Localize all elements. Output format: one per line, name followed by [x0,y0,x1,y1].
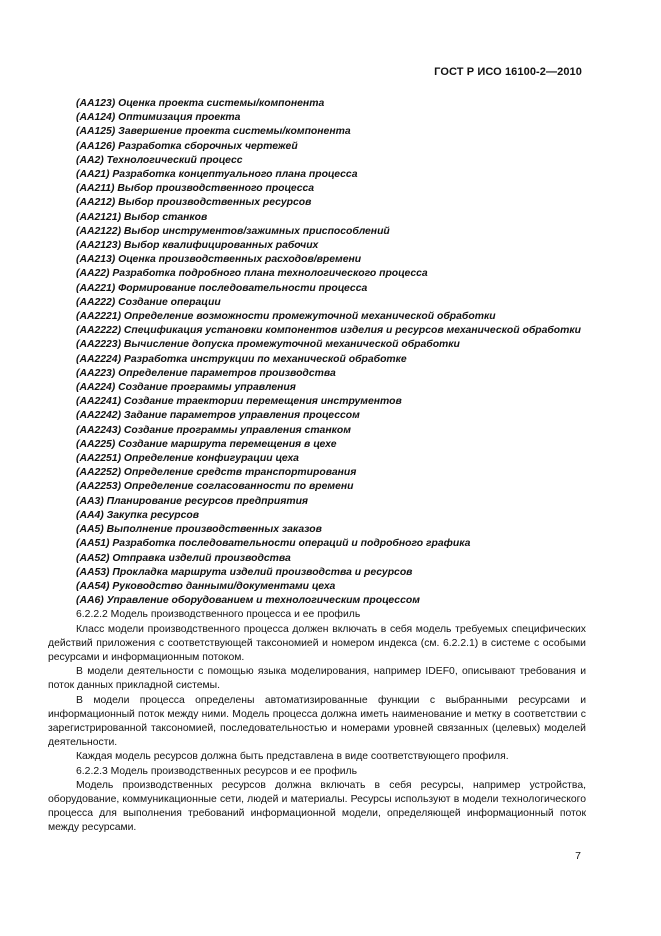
list-item: (АА22) Разработка подробного плана технологического процесса [76,268,428,280]
list-item: (АА2222) Спецификация установки компонентов изделия и ресурсов механической обработки [76,325,582,337]
list-item: (АА2224) Разработка инструкции по механической обработке [76,353,407,365]
list-item: (АА2253) Определение согласованности по времени [76,481,354,493]
list-item: (АА213) Оценка производственных расходов/времени [76,254,362,266]
paragraph: Модель производственных ресурсов должна включать в себя ресурсы, например устройства, оборудование, коммуникационные сети, людей и материалы. Ресурсы используют в модели технологического процесса для выполнения требований информационной модели, определяющей информационный поток между ресурсами. [48,779,586,834]
list-item: (АА2242) Задание параметров управления процессом [76,410,360,422]
list-item: (АА2223) Вычисление допуска промежуточной механической обработки [76,339,460,351]
list-item: (АА225) Создание маршрута перемещения в цехе [76,438,337,450]
list-item: (АА2123) Выбор квалифицированных рабочих [76,240,319,252]
list-item: (АА3) Планирование ресурсов предприятия [76,495,309,507]
page-content [48,97,586,836]
list-item: (АА123) Оценка проекта системы/компонента [76,98,325,109]
list-item: (АА221) Формирование последовательности процесса [76,282,368,294]
list-item: (АА2243) Создание программы управления станком [76,424,351,436]
list-item: (АА211) Выбор производственного процесса [76,183,315,195]
list-item: (АА2122) Выбор инструментов/зажимных приспособлений [76,225,390,237]
document-header: ГОСТ Р ИСО 16100-2—2010 [434,66,582,78]
list-item: (АА2) Технологический процесс [76,154,243,166]
list-item: (АА2252) Определение средств транспортирования [76,467,357,479]
activity-list [48,97,586,608]
list-item: (АА126) Разработка сборочных чертежей [76,140,298,152]
list-item: (АА125) Завершение проекта системы/компонента [76,126,351,138]
section-heading-6-2-2-2: 6.2.2.2 Модель производственного процесса и ее профиль [76,609,361,621]
list-item: (АА124) Оптимизация проекта [76,112,241,124]
list-item: (АА51) Разработка последовательности операций и подробного графика [76,538,471,550]
list-item: (АА53) Прокладка маршрута изделий производства и ресурсов [76,566,413,578]
paragraph: В модели процесса определены автоматизированные функции с выбранными ресурсами и информационный поток между ними. Модель процесса должна иметь наименование и метку в соответствии с зарегистрированной таксономией, последовательностью и номерами уровней связанных (целевых) моделей деятельности. [48,694,586,749]
list-item: (АА2251) Определение конфигурации цеха [76,453,299,465]
list-item: (АА2221) Определение возможности промежуточной механической обработки [76,311,496,323]
paragraph: Каждая модель ресурсов должна быть представлена в виде соответствующего профиля. [76,751,509,763]
list-item: (АА212) Выбор производственных ресурсов [76,197,312,209]
list-item: (АА224) Создание программы управления [76,382,296,394]
paragraph: Класс модели производственного процесса должен включать в себя модель требуемых специфических действий приложения с соответствующей таксономией и номером индекса (см. 6.2.2.1) в системе с особыми ресурсами и информационным потоком. [48,623,586,663]
list-item: (АА5) Выполнение производственных заказов [76,524,322,536]
list-item: (АА4) Закупка ресурсов [76,509,200,521]
list-item: (АА222) Создание операции [76,296,221,308]
list-item: (АА2241) Создание траектории перемещения инструментов [76,396,402,408]
section-heading-6-2-2-3: 6.2.2.3 Модель производственных ресурсов и ее профиль [76,765,358,777]
list-item: (АА223) Определение параметров производства [76,367,336,379]
list-item: (АА54) Руководство данными/документами цеха [76,580,336,592]
list-item: (АА2121) Выбор станков [76,211,208,223]
paragraph: В модели деятельности с помощью языка моделирования, например IDEF0, описывают требования и поток данных прикладной системы. [48,666,586,692]
list-item: (АА52) Отправка изделий производства [76,552,291,564]
list-item: (АА21) Разработка концептуального плана процесса [76,169,358,181]
page-number: 7 [575,850,581,862]
list-item: (АА6) Управление оборудованием и технологическим процессом [76,595,420,607]
